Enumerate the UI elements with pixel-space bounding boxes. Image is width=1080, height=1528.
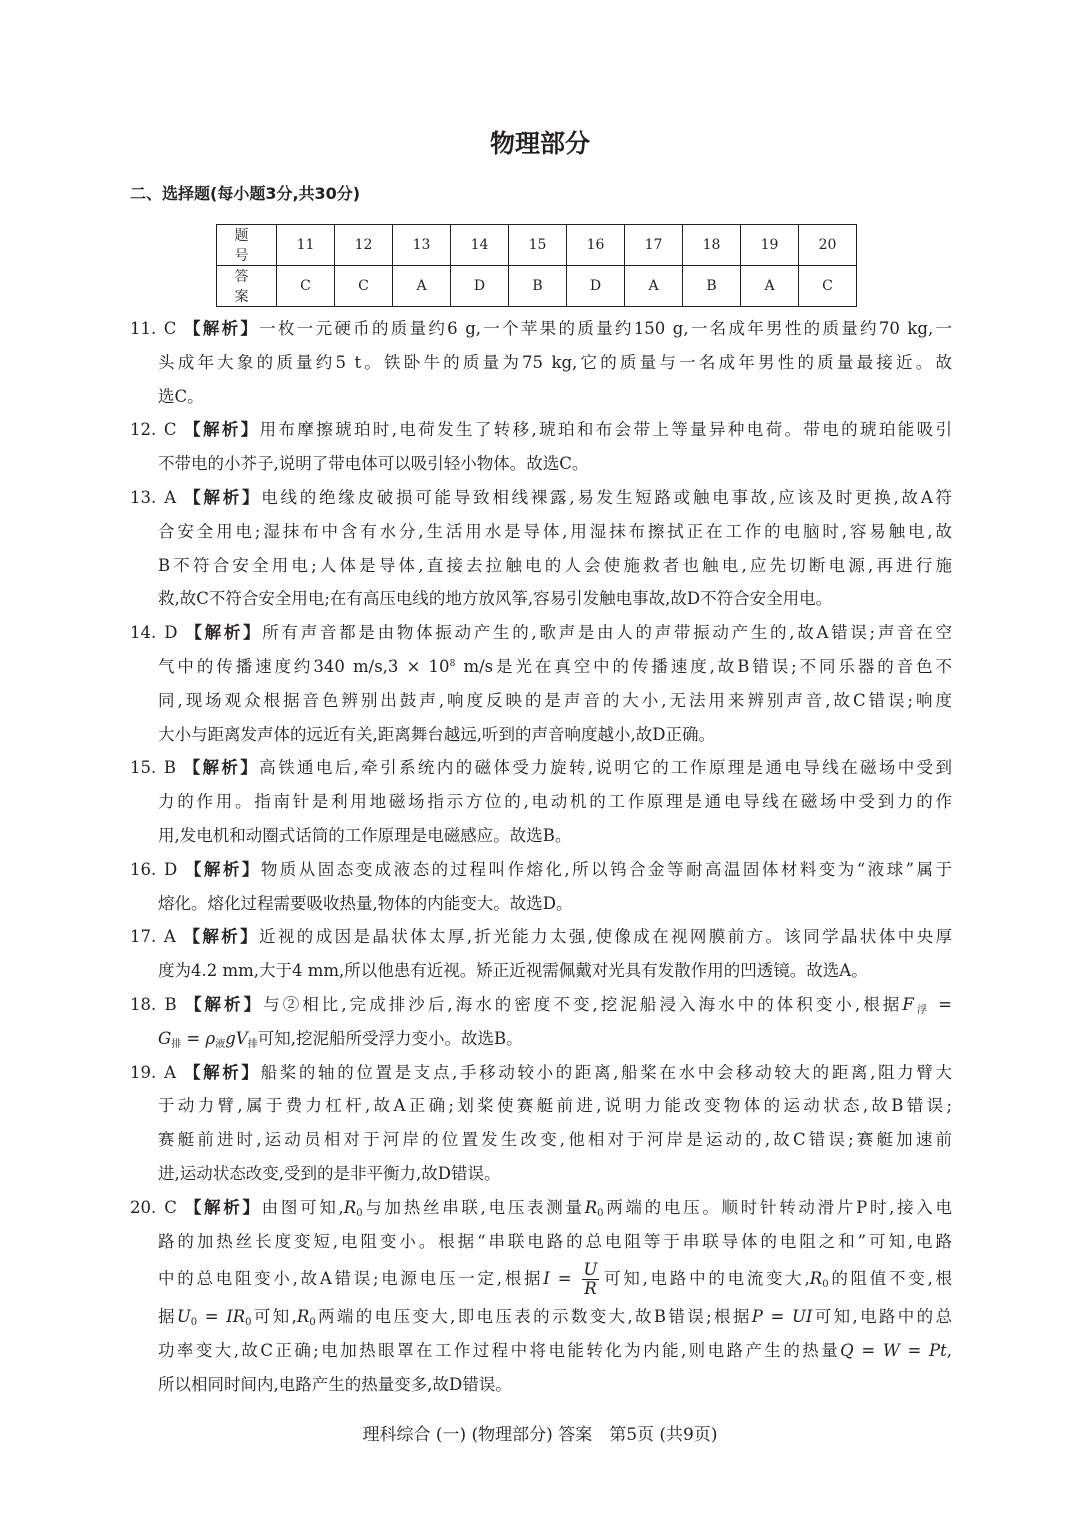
text: 16. D [130, 859, 185, 879]
math-symbol: R [584, 1197, 598, 1217]
text-line [130, 819, 952, 853]
math-symbol: ρ [205, 1028, 216, 1048]
math-symbol: F [902, 994, 914, 1014]
answer-cell: B [509, 266, 567, 307]
analysis-tag: 【解析】 [184, 487, 262, 507]
question-number: 17 [625, 225, 683, 266]
math-symbol: R [343, 1197, 357, 1217]
text: 11. C [130, 319, 184, 338]
text: 不带电的小芥子,说明了带电体可以吸引轻小物体。故选C。 [158, 454, 589, 474]
subscript: 0 [190, 1317, 198, 1329]
answer-explanation [130, 413, 952, 481]
text: 15. B [130, 758, 184, 778]
math-symbol: IR [226, 1307, 246, 1327]
question-number: 12 [335, 225, 393, 266]
subscript: 液 [215, 1038, 226, 1050]
text-line [130, 616, 952, 650]
text: 救,故C不符合安全用电;在有高压电线的地方放风筝,容易引发触电事故,故D不符合安全用电。 [158, 589, 833, 609]
subscript: 0 [245, 1317, 252, 1329]
subscript: 0 [356, 1207, 363, 1219]
analysis-tag: 【解析】 [184, 994, 264, 1014]
text-line [130, 1191, 952, 1225]
answer-explanation [130, 751, 952, 852]
question-number: 20 [799, 225, 857, 266]
text: 两端的电压。顺时针转动滑片P时,接入电 [603, 1197, 953, 1217]
text: 船桨的轴的位置是支点,手移动较小的距离,船桨在水中会移动较大的距离,阻力臂大 [260, 1062, 952, 1082]
text: 进,运动状态改变,受到的是非平衡力,故D错误。 [158, 1163, 501, 1183]
numerator: U [583, 1260, 598, 1280]
text-line [130, 481, 952, 515]
text: 近视的成因是晶状体太厚,折光能力太强,使像成在视网膜前方。该同学晶状体中央厚 [259, 927, 952, 947]
answer-explanation [130, 853, 952, 921]
math-symbol: G [158, 1028, 172, 1048]
text-line [130, 785, 952, 819]
text-line [130, 312, 952, 346]
text: = [929, 994, 953, 1014]
text-line [130, 1123, 952, 1157]
answer-explanation [130, 1056, 952, 1191]
question-number: 11 [277, 225, 335, 266]
row-label: 题 号 [217, 225, 277, 266]
text-line [130, 920, 952, 954]
text: B不符合安全用电;人体是导体,直接去拉触电的人会使施救者也触电,应先切断电源,再进行施 [158, 555, 952, 575]
text-line [130, 718, 952, 752]
question-number: 14 [451, 225, 509, 266]
text: 可知,电路中的电流变大, [601, 1269, 810, 1289]
text: 所以相同时间内,电路产生的热量变多,故D错误。 [158, 1374, 512, 1394]
subscript: 0 [597, 1207, 604, 1219]
math-symbol: R [809, 1269, 823, 1289]
text: 选C。 [158, 386, 204, 406]
text: 可知, [251, 1307, 297, 1327]
question-number: 18 [683, 225, 741, 266]
subscript: 浮 [913, 1004, 930, 1016]
text-line [130, 515, 952, 549]
text: 所有声音都是由物体振动产生的,歌声是由人的声带振动产生的,故A错误;声音在空 [262, 623, 952, 643]
text: 力的作用。指南针是利用地磁场指示方位的,电动机的工作原理是通电导线在磁场中受到力的作 [158, 792, 952, 812]
text-line [130, 1157, 952, 1191]
text-line [130, 853, 952, 887]
text-line [130, 954, 952, 988]
analysis-tag: 【解析】 [184, 859, 261, 879]
text: 可知,电路中的总 [812, 1307, 953, 1327]
text: 与加热丝串联,电压表测量 [362, 1197, 585, 1217]
table-row-answers [217, 266, 857, 307]
answer-cell: C [335, 266, 393, 307]
text: 18. B [130, 994, 185, 1014]
text: , [946, 1341, 952, 1361]
text-line [130, 988, 952, 1022]
answer-cell: B [683, 266, 741, 307]
text: 17. A [130, 927, 184, 947]
math-symbol: R [296, 1307, 310, 1327]
question-number: 16 [567, 225, 625, 266]
math-symbol: gV [225, 1028, 248, 1048]
text: 大小与距离发声体的远近有关,距离舞台越远,听到的声音响度越小,故D正确。 [158, 724, 715, 744]
answer-explanation [130, 920, 952, 988]
text: m/s是光在真空中的传播速度,故B错误;不同乐器的音色不 [455, 656, 952, 676]
text: 气中的传播速度约340 m/s,3 × 10 [158, 656, 450, 676]
text-line [130, 751, 952, 785]
text: 13. A [130, 487, 185, 507]
answer-cell: A [741, 266, 799, 307]
text: 由图可知, [261, 1197, 344, 1217]
answer-cell: D [451, 266, 509, 307]
text: = [549, 1269, 580, 1289]
text-line [130, 1225, 952, 1259]
text: 赛艇前进时,运动员相对于河岸的位置发生改变,他相对于河岸是运动的,故C错误;赛艇加速前 [158, 1130, 952, 1150]
text: 熔化。熔化过程需要吸收热量,物体的内能变大。故选D。 [158, 893, 573, 913]
text-line [130, 1258, 952, 1300]
text: 物质从固态变成液态的过程叫作熔化,所以钨合金等耐高温固体材料变为“液球”属于 [260, 859, 953, 879]
subscript: 排 [247, 1038, 258, 1050]
section-heading: 二、选择题(每小题3分,共30分) [130, 184, 361, 203]
subscript: 0 [309, 1317, 316, 1329]
analysis-tag: 【解析】 [184, 420, 260, 440]
text-line [130, 1368, 952, 1402]
answer-cell: A [393, 266, 451, 307]
text: 功率变大,故C正确;电加热眼罩在工作过程中将电能转化为内能,则电路产生的热量 [158, 1341, 841, 1361]
text-line [130, 1056, 952, 1090]
page-title: 物理部分 [489, 129, 590, 158]
text: 两端的电压变大,即电压表的示数变大,故B错误;根据 [315, 1307, 752, 1327]
text-line [130, 447, 952, 481]
text-line [130, 380, 952, 414]
text: 中的总电阻变小,故A错误;电源电压一定,根据 [158, 1269, 544, 1289]
text: 可知,挖泥船所受浮力变小。故选B。 [257, 1028, 523, 1048]
text: 12. C [130, 420, 185, 440]
answer-cell: C [799, 266, 857, 307]
text: 一枚一元硬币的质量约6 g,一个苹果的质量约150 g,一名成年男性的质量约70 kg,一 [259, 319, 952, 338]
text: 高铁通电后,牵引系统内的磁体受力旋转,说明它的工作原理是通电导线在磁场中受到 [259, 758, 953, 778]
analysis-tag: 【解析】 [185, 623, 263, 643]
math-symbol: Q = W = Pt [840, 1341, 947, 1361]
answer-cell: C [277, 266, 335, 307]
text: 同,现场观众根据音色辨别出鼓声,响度反映的是声音的大小,无法用来辨别声音,故C错误;响度 [158, 690, 952, 710]
text: 电线的绝缘皮破损可能导致相线裸露,易发生短路或触电事故,应该及时更换,故A符 [261, 487, 952, 507]
answer-explanation [130, 616, 952, 751]
text: 据 [158, 1307, 177, 1327]
math-symbol: P = UI [751, 1307, 813, 1327]
fraction [582, 1261, 600, 1298]
math-symbol: U [176, 1307, 191, 1327]
analysis-tag: 【解析】 [183, 319, 260, 338]
text-line [130, 346, 952, 380]
text: 的阻值不变,根 [828, 1269, 952, 1289]
analysis-tag: 【解析】 [183, 758, 260, 778]
text: 与②相比,完成排沙后,海水的密度不变,挖泥船浸入海水中的体积变小,根据 [263, 994, 903, 1014]
text-line [130, 887, 952, 921]
row-label: 答 案 [217, 266, 277, 307]
text-line [130, 582, 952, 616]
text-line [130, 1334, 952, 1368]
text-line [130, 1089, 952, 1123]
text: = [181, 1028, 206, 1048]
answer-explanation [130, 312, 952, 413]
question-number: 15 [509, 225, 567, 266]
answer-cell: A [625, 266, 683, 307]
denominator: R [584, 1279, 597, 1299]
text-line [130, 549, 952, 583]
answer-explanation [130, 1191, 952, 1402]
text: 20. C [130, 1197, 185, 1217]
superscript: 8 [449, 658, 456, 669]
table-row-numbers [217, 225, 857, 266]
text: 合安全用电;湿抹布中含有水分,生活用水是导体,用湿抹布擦拭正在工作的电脑时,容易触电,故 [158, 521, 952, 541]
analysis-tag: 【解析】 [183, 927, 260, 947]
text-line [130, 1300, 952, 1334]
analysis-tag: 【解析】 [184, 1197, 262, 1217]
text-line [130, 684, 952, 718]
subscript: 0 [822, 1279, 829, 1291]
answer-explanation [130, 481, 952, 616]
page-footer: 理科综合 (一) (物理部分) 答案 第5页 (共9页) [362, 1425, 718, 1445]
text: 度为4.2 mm,大于4 mm,所以他患有近视。矫正近视需佩戴对光具有发散作用的凹透镜。故选A。 [158, 961, 868, 981]
answer-table [216, 224, 857, 307]
text: 路的加热丝长度变短,电阻变小。根据“串联电路的总电阻等于串联导体的电阻之和”可知,电路 [158, 1231, 952, 1251]
analysis-tag: 【解析】 [183, 1062, 261, 1082]
text-line [130, 1022, 952, 1056]
text-line [130, 413, 952, 447]
subscript: 排 [171, 1038, 182, 1050]
text: 用,发电机和动圈式话筒的工作原理是电磁感应。故选B。 [158, 825, 572, 845]
text: 于动力臂,属于费力杠杆,故A正确;划桨使赛艇前进,说明力能改变物体的运动状态,故B错误; [158, 1096, 952, 1116]
text-line [130, 650, 952, 684]
text: 头成年大象的质量约5 t。铁卧牛的质量为75 kg,它的质量与一名成年男性的质量最接近。故 [158, 352, 952, 372]
answer-explanations [130, 312, 952, 1402]
math-symbol: I [543, 1269, 550, 1289]
text: 用布摩擦琥珀时,电荷发生了转移,琥珀和布会带上等量异种电荷。带电的琥珀能吸引 [259, 420, 953, 440]
text: 14. D [130, 623, 186, 643]
text: = [197, 1307, 227, 1327]
question-number: 13 [393, 225, 451, 266]
question-number: 19 [741, 225, 799, 266]
text: 19. A [130, 1062, 184, 1082]
answer-cell: D [567, 266, 625, 307]
answer-explanation [130, 988, 952, 1056]
